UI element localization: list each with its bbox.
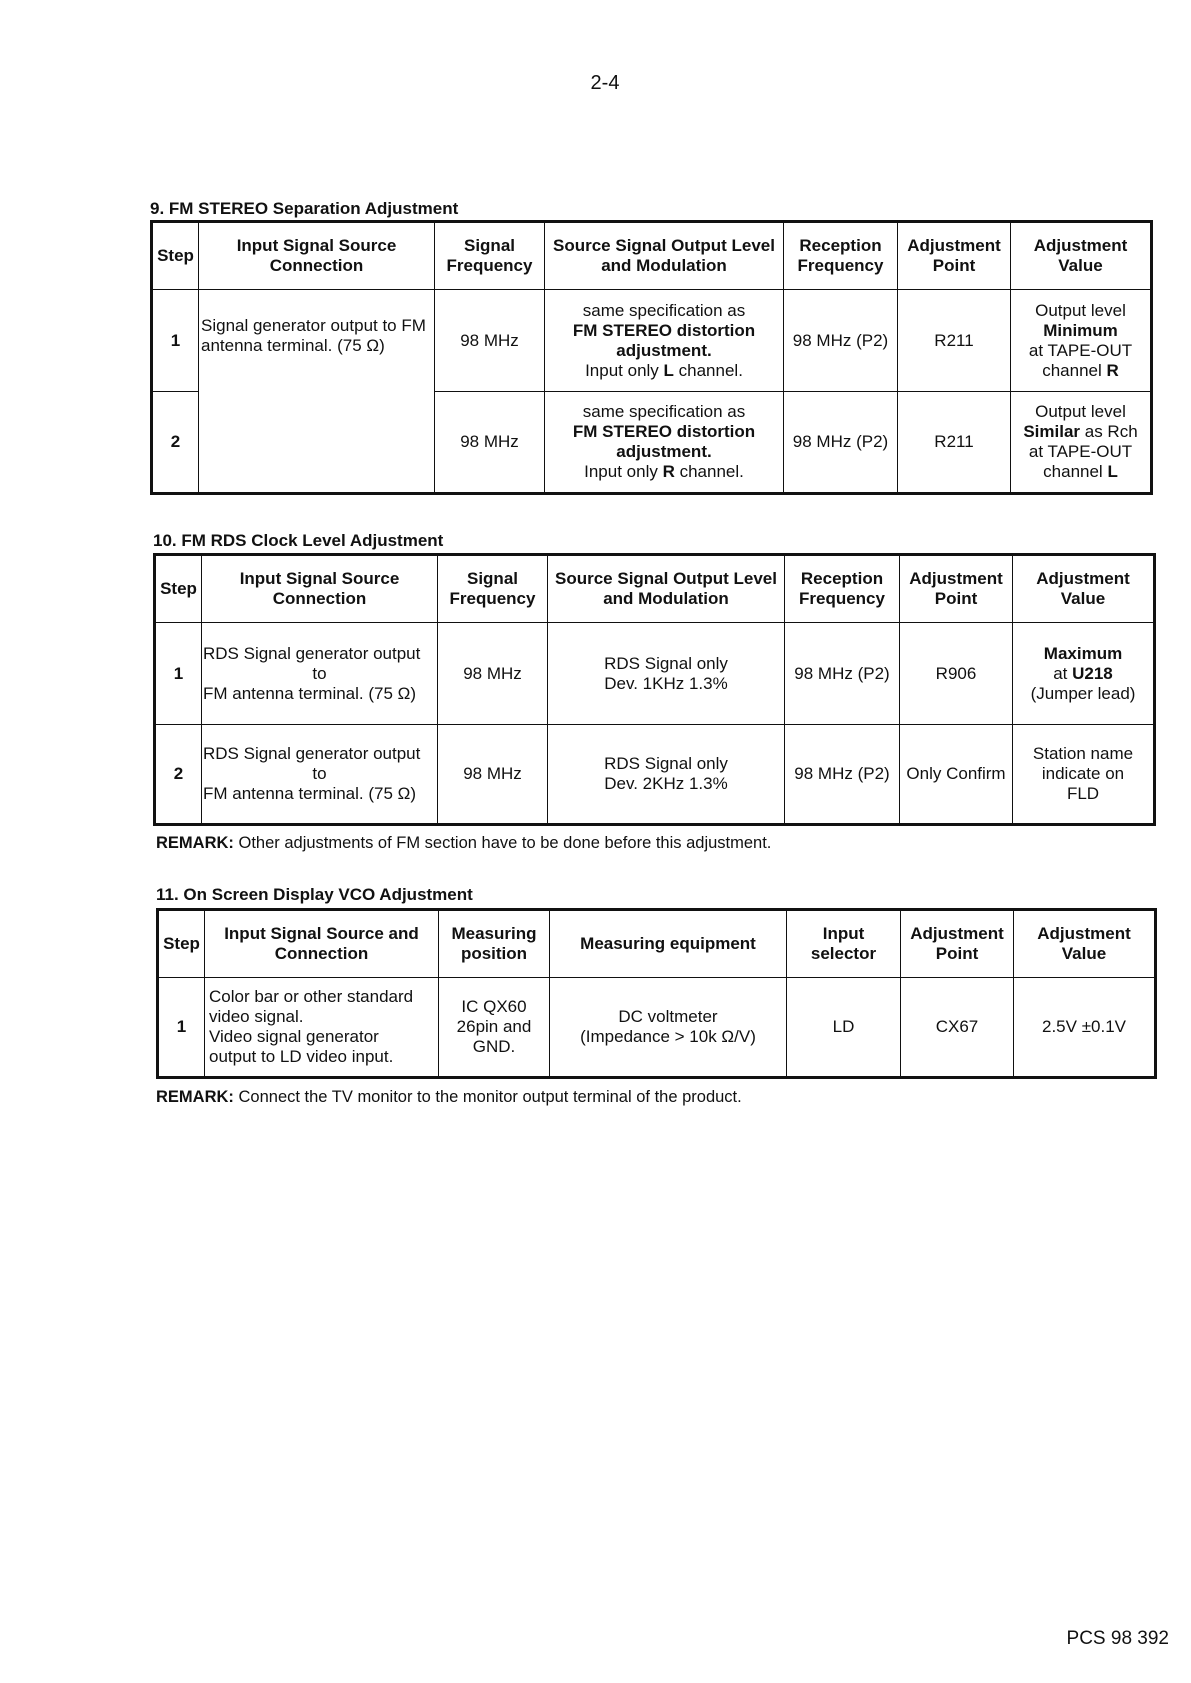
remark-text: Connect the TV monitor to the monitor output terminal of the product. [233,1088,742,1106]
channel-letter: R [1106,360,1119,380]
equipment-line: DC voltmeter [618,1007,718,1026]
modulation-channel-line [547,361,781,381]
frequency-cell: 98 MHz [435,392,545,494]
reception-cell: 98 MHz (P2) [784,290,898,392]
step-number: 1 [155,623,202,725]
table-row [158,978,1156,1078]
value-cell: 2.5V ±0.1V [1014,978,1156,1078]
modulation-channel-line [547,462,781,482]
frequency-cell: 98 MHz [435,290,545,392]
point-cell: R211 [898,392,1011,494]
header-point: Adjustment Point [901,910,1014,978]
text: as Rch [1080,422,1138,441]
table-header-row [155,555,1155,623]
input-selector-cell: LD [787,978,901,1078]
connection-line: output to LD video input. [209,1047,394,1066]
modulation-line: same specification as [582,300,746,320]
value-line: at TAPE-OUT [1028,442,1133,461]
reception-cell: 98 MHz (P2) [784,392,898,494]
connection-line: RDS Signal generator output [203,643,421,663]
modulation-cell [545,392,784,494]
value-line: at TAPE-OUT [1028,340,1133,360]
header-step: Step [152,222,199,290]
connection-cell [202,623,438,725]
frequency-cell: 98 MHz [438,623,548,725]
connection-line: RDS Signal generator output [203,744,421,763]
modulation-line: RDS Signal only [604,653,728,673]
modulation-line: Dev. 2KHz 1.3% [604,774,728,793]
modulation-cell [548,623,785,725]
value-cell [1013,725,1155,825]
table-row [155,725,1155,825]
modulation-bold-line: FM STEREO distortion adjustment. [572,320,756,360]
text: Input only [584,462,663,481]
text: at [1053,663,1073,683]
footer-document-code: PCS 98 392 [1066,1628,1169,1649]
connection-line: Video signal generator [209,1027,379,1046]
frequency-cell: 98 MHz [438,725,548,825]
connection-line: video signal. [209,1007,304,1026]
header-modulation: Source Signal Output Level and Modulation [545,222,784,290]
connection-line: to [312,663,327,683]
connection-cell [205,978,439,1078]
measuring-position-cell [439,978,550,1078]
table-header-row [152,222,1152,290]
connection-cell: Signal generator output to FM antenna terminal. (75 Ω) [199,290,435,494]
modulation-bold-line: FM STEREO distortion adjustment. [572,422,756,461]
point-cell: R211 [898,290,1011,392]
header-measuring-position: Measuring position [439,910,550,978]
modulation-line: Dev. 1KHz 1.3% [604,673,728,693]
value-line [1015,664,1151,684]
value-channel-line [1013,361,1148,381]
step-number: 2 [152,392,199,494]
header-connection: Input Signal Source and Connection [205,910,439,978]
connection-line: to [312,764,327,783]
text: channel [1042,360,1107,380]
step-number: 1 [152,290,199,392]
header-connection: Input Signal Source Connection [199,222,435,290]
value-cell [1011,392,1152,494]
header-step: Step [155,555,202,623]
value-line: Station name [1032,744,1134,763]
section-9-title: 9. FM STEREO Separation Adjustment [150,199,459,218]
page-number: 2-4 [590,72,620,94]
value-bold-line [1013,321,1148,341]
remark-text: Other adjustments of FM section have to be done before this adjustment. [233,834,772,852]
header-connection: Input Signal Source Connection [202,555,438,623]
modulation-cell [548,725,785,825]
connection-line: FM antenna terminal. (75 Ω) [203,683,417,703]
equipment-line: (Impedance > 10k Ω/V) [580,1027,756,1046]
table-row [152,290,1152,392]
measuring-equipment-cell [550,978,787,1078]
value-bold: Minimum [1043,320,1118,340]
modulation-cell [545,290,784,392]
section-10-remark [156,834,771,853]
header-value: Adjustment Value [1014,910,1156,978]
value-channel-line [1013,462,1148,482]
section-11-title: 11. On Screen Display VCO Adjustment [156,885,473,904]
section-10-title: 10. FM RDS Clock Level Adjustment [153,531,444,550]
modulation-line: same specification as [582,402,746,421]
text: channel [1043,462,1108,481]
header-frequency: Signal Frequency [435,222,545,290]
section-11-remark [156,1088,742,1107]
header-reception: Reception Frequency [785,555,900,623]
value-cell [1013,623,1155,725]
position-line: GND. [472,1037,516,1056]
header-modulation: Source Signal Output Level and Modulation [548,555,785,623]
modulation-line: RDS Signal only [604,754,728,773]
position-line: 26pin and [456,1017,532,1036]
table-header-row [158,910,1156,978]
value-line: Output level [1035,402,1126,421]
channel-letter: L [1107,462,1118,481]
header-point: Adjustment Point [898,222,1011,290]
reception-cell: 98 MHz (P2) [785,725,900,825]
fm-rds-clock-table [153,553,1156,826]
position-line: IC QX60 [461,997,527,1016]
reception-cell: 98 MHz (P2) [785,623,900,725]
step-number: 2 [155,725,202,825]
point-cell: Only Confirm [900,725,1013,825]
osd-vco-table [156,908,1157,1079]
value-line: Output level [1035,300,1126,320]
text: Input only [585,360,664,380]
header-reception: Reception Frequency [784,222,898,290]
header-input-selector: Input selector [787,910,901,978]
value-bold: Similar [1023,422,1081,441]
remark-label: REMARK: [156,834,234,852]
header-step: Step [158,910,205,978]
channel-letter: L [663,360,674,380]
connection-cell [202,725,438,825]
step-number: 1 [158,978,205,1078]
connection-line: FM antenna terminal. (75 Ω) [203,784,417,803]
text: channel. [674,462,744,481]
header-value: Adjustment Value [1013,555,1155,623]
channel-letter: R [662,462,675,481]
value-line: indicate on [1041,764,1125,783]
point-cell: R906 [900,623,1013,725]
header-point: Adjustment Point [900,555,1013,623]
value-bold-line: Maximum [1043,643,1123,663]
value-line: (Jumper lead) [1030,683,1136,703]
value-bold-line [1013,422,1148,442]
header-frequency: Signal Frequency [438,555,548,623]
text: channel. [673,360,743,380]
remark-label: REMARK: [156,1088,234,1106]
value-bold: U218 [1072,663,1113,683]
value-line: FLD [1066,784,1100,803]
header-value: Adjustment Value [1011,222,1152,290]
point-cell: CX67 [901,978,1014,1078]
table-row [155,623,1155,725]
value-cell [1011,290,1152,392]
header-measuring-equipment: Measuring equipment [550,910,787,978]
connection-line: Color bar or other standard [209,987,414,1006]
fm-stereo-separation-table [150,220,1153,495]
